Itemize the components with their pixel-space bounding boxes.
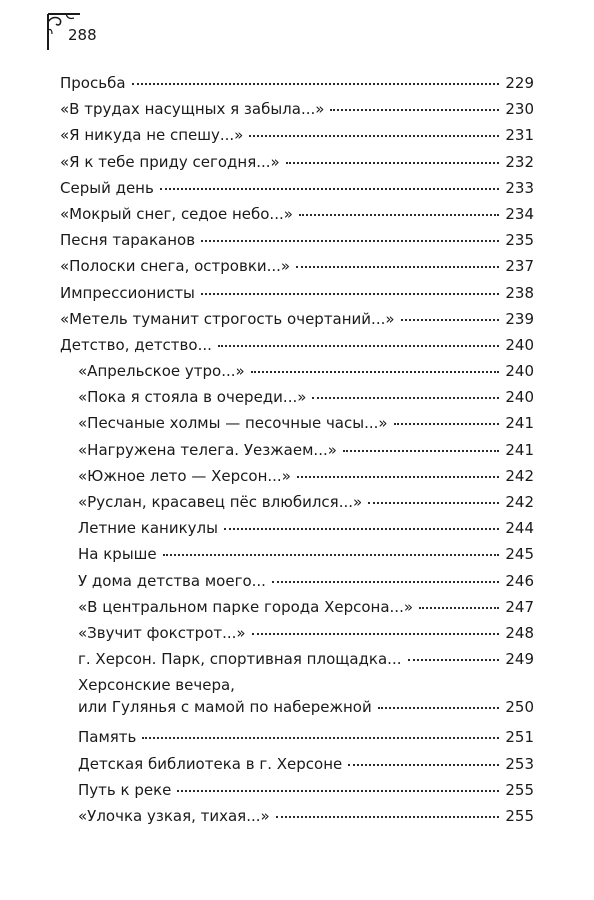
dot-leader: [419, 607, 499, 609]
toc-entry[interactable]: [60, 598, 534, 624]
toc-entry-title: «В центральном парке города Херсона...»: [78, 597, 414, 616]
dot-leader: [224, 528, 499, 530]
toc-entry[interactable]: [60, 231, 534, 257]
toc-entry[interactable]: [60, 493, 534, 519]
toc-entry-title: На крыше: [78, 545, 157, 564]
toc-entry[interactable]: [60, 126, 534, 152]
dot-leader: [160, 188, 500, 190]
toc-entry[interactable]: [60, 205, 534, 231]
toc-entry-title: «Нагружена телега. Уезжаем...»: [78, 440, 337, 459]
toc-entry-page: 240: [505, 335, 534, 354]
toc-entry[interactable]: [60, 153, 534, 179]
toc-entry[interactable]: [60, 336, 534, 362]
toc-entry-page: 232: [505, 152, 534, 171]
toc-entry[interactable]: [60, 414, 534, 440]
toc-entry[interactable]: [60, 362, 534, 388]
toc-entry-page: 238: [505, 283, 534, 302]
toc-entry-title: Песня тараканов: [60, 231, 196, 250]
dot-leader: [251, 371, 500, 373]
toc-entry-title: «Звучит фокстрот...»: [78, 623, 246, 642]
toc-entry-title: У дома детства моего...: [78, 571, 266, 590]
dot-leader: [394, 423, 500, 425]
toc-entry-title: «В трудах насущных я забыла...»: [60, 100, 325, 119]
toc-entry-title: «Мокрый снег, седое небо...»: [60, 204, 293, 223]
toc-entry-title: Серый день: [60, 178, 154, 197]
toc-entry-page: 240: [505, 388, 534, 407]
toc-entry-title: «Полоски снега, островки...»: [60, 257, 291, 276]
dot-leader: [177, 790, 499, 792]
dot-leader: [312, 397, 499, 399]
toc-entry[interactable]: [60, 572, 534, 598]
dot-leader: [276, 816, 500, 818]
toc-entry-page: 247: [505, 597, 534, 616]
dot-leader: [272, 581, 499, 583]
toc-entry-title: Детство, детство...: [60, 335, 212, 354]
toc-entry[interactable]: [60, 676, 534, 728]
toc-entry-title: «Улочка узкая, тихая...»: [78, 806, 270, 825]
dot-leader: [378, 707, 500, 709]
dot-leader: [368, 502, 499, 504]
dot-leader: [132, 83, 500, 85]
toc-entry-title: Память: [78, 728, 137, 747]
toc-entry-title: Путь к реке: [78, 780, 172, 799]
dot-leader: [252, 633, 500, 635]
toc-entry-page: 239: [505, 309, 534, 328]
toc-entry-page: 249: [505, 650, 534, 669]
toc-entry-page: 241: [505, 440, 534, 459]
toc-entry[interactable]: [60, 74, 534, 100]
dot-leader: [201, 240, 499, 242]
dot-leader: [201, 293, 499, 295]
toc-entry-title: Летние каникулы: [78, 519, 218, 538]
toc-entry-page: 233: [505, 178, 534, 197]
toc-entry[interactable]: [60, 807, 534, 833]
toc-entry-title: «Метель туманит строгость очертаний...»: [60, 309, 395, 328]
toc-entry-title-continued: или Гулянья с мамой по набережной: [78, 698, 372, 717]
toc-entry-page: 255: [505, 806, 534, 825]
dot-leader: [163, 554, 500, 556]
toc-entry-page: 253: [505, 754, 534, 773]
toc-entry-title: Просьба: [60, 74, 126, 92]
dot-leader: [348, 764, 499, 766]
toc-entry-page: 230: [505, 100, 534, 119]
dot-leader: [297, 476, 499, 478]
toc-entry[interactable]: [60, 284, 534, 310]
toc-entry-title: Импрессионисты: [60, 283, 195, 302]
toc-entry[interactable]: [60, 755, 534, 781]
toc-entry-page: 244: [505, 519, 534, 538]
toc-entry-page: 237: [505, 257, 534, 276]
toc-entry-page: 242: [505, 493, 534, 511]
toc-entry-title: «Руслан, красавец пёс влюбился...»: [78, 493, 363, 511]
toc-entry[interactable]: [60, 441, 534, 467]
toc-entry[interactable]: [60, 728, 534, 754]
toc-entry[interactable]: [60, 310, 534, 336]
toc-entry-page: 235: [505, 231, 534, 250]
toc-entry-page: 234: [505, 204, 534, 223]
toc-entry-title: «Я никуда не спешу...»: [60, 126, 244, 145]
table-of-contents: [60, 74, 534, 833]
dot-leader: [286, 162, 500, 164]
toc-entry-page: 231: [505, 126, 534, 145]
toc-entry[interactable]: [60, 781, 534, 807]
toc-entry-title: «Апрельское утро...»: [78, 362, 245, 381]
dot-leader: [343, 450, 499, 452]
toc-entry-page: 241: [505, 414, 534, 433]
toc-entry-page: 229: [505, 74, 534, 92]
toc-entry-title: «Пока я стояла в очереди...»: [78, 388, 307, 407]
toc-entry-page: 240: [505, 362, 534, 381]
toc-entry-page: 246: [505, 571, 534, 590]
toc-entry[interactable]: [60, 624, 534, 650]
toc-entry-page: 251: [505, 728, 534, 747]
toc-entry[interactable]: [60, 179, 534, 205]
dot-leader: [330, 109, 499, 111]
toc-entry-page: 242: [505, 466, 534, 485]
toc-entry-title: г. Херсон. Парк, спортивная площадка...: [78, 650, 402, 669]
toc-entry[interactable]: [60, 257, 534, 283]
toc-entry-page: 250: [505, 698, 534, 717]
toc-entry-page: 248: [505, 623, 534, 642]
toc-entry[interactable]: [60, 545, 534, 571]
toc-entry[interactable]: [60, 388, 534, 414]
dot-leader: [296, 266, 499, 268]
dot-leader: [299, 214, 499, 216]
toc-entry-page: 255: [505, 780, 534, 799]
dot-leader: [408, 659, 500, 661]
toc-entry-title: «Я к тебе приду сегодня...»: [60, 152, 280, 171]
page-number: 288: [68, 26, 97, 44]
toc-entry[interactable]: [60, 519, 534, 545]
toc-entry-title: Детская библиотека в г. Херсоне: [78, 754, 343, 773]
dot-leader: [142, 737, 499, 739]
toc-entry[interactable]: [60, 650, 534, 676]
page-header: [44, 12, 164, 52]
toc-entry-title: «Южное лето — Херсон...»: [78, 466, 291, 485]
dot-leader: [401, 319, 500, 321]
dot-leader: [249, 135, 499, 137]
toc-entry-page: 245: [505, 545, 534, 564]
dot-leader: [218, 345, 499, 347]
toc-entry-title: Херсонские вечера,: [78, 676, 235, 695]
toc-entry-title: «Песчаные холмы — песочные часы...»: [78, 414, 388, 433]
toc-entry[interactable]: [60, 467, 534, 493]
toc-entry[interactable]: [60, 100, 534, 126]
